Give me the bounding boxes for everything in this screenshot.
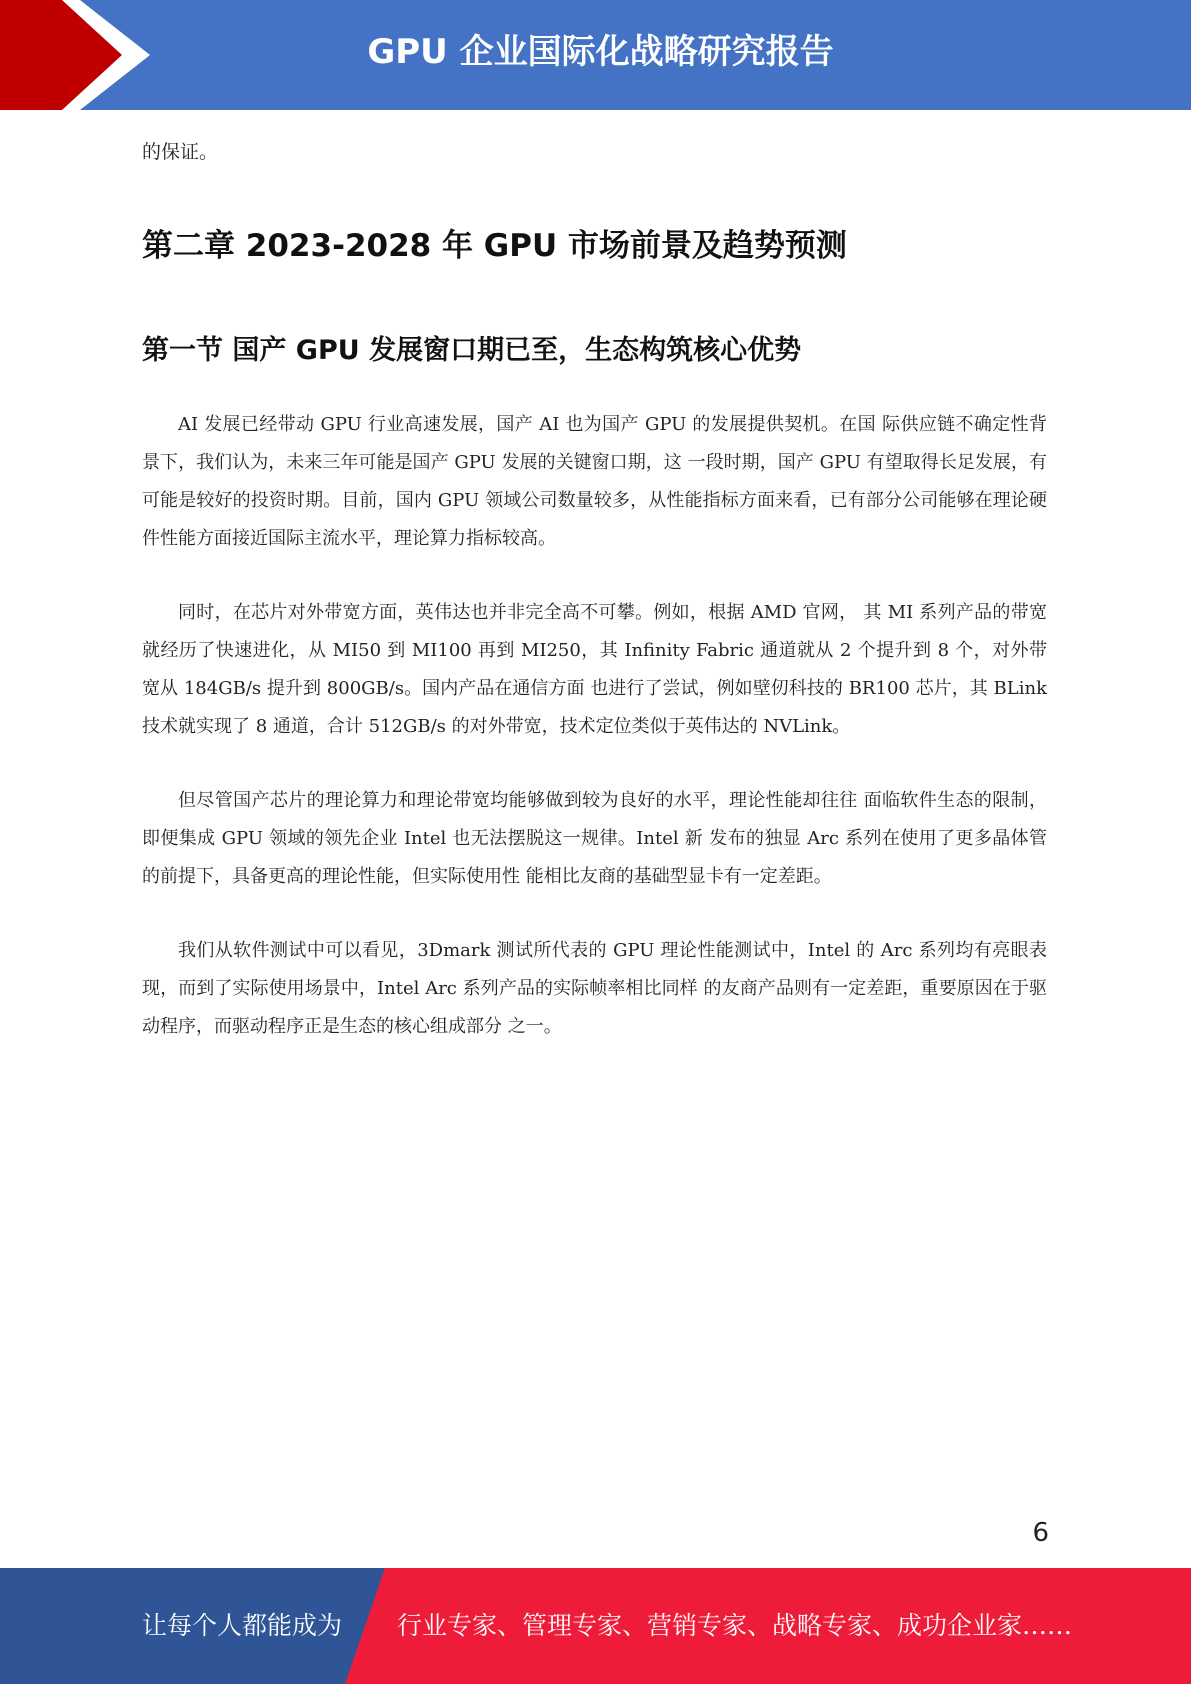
section-title: 第一节 国产 GPU 发展窗口期已至，生态构筑核心优势 bbox=[142, 335, 802, 366]
page-content bbox=[142, 130, 1047, 1046]
lead-text: 的保证。 bbox=[142, 141, 219, 163]
page-header bbox=[0, 0, 1191, 110]
page-number: 6 bbox=[1032, 1518, 1049, 1548]
body-paragraph-2: 同时，在芯片对外带宽方面，英伟达也并非完全高不可攀。例如，根据 AMD 官网， 其 MI 系列产品的带宽就经历了快速进化，从 MI50 到 MI100 再到 MI250，其 Infinity Fabric 通道就从 2 个提升到 8 个，对外带宽从 184GB/s 提升到 800GB/s。国内产品在通信方面 也进行了尝试，例如壁仞科技的 BR100 芯片，其 BLink 技术就实现了 8 通道，合计 512GB/s 的对外带宽，技术定位类似于英伟达的 NVLink。 bbox=[142, 602, 1047, 737]
footer-slogan-right: 行业专家、管理专家、营销专家、战略专家、成功企业家…… bbox=[397, 1611, 1073, 1640]
body-paragraph-3: 但尽管国产芯片的理论算力和理论带宽均能够做到较为良好的水平，理论性能却往往 面临软件生态的限制，即便集成 GPU 领域的领先企业 Intel 也无法摆脱这一规律。Intel 新 发布的独显 Arc 系列在使用了更多晶体管的前提下，具备更高的理论性能，但实际使用性 能相比友商的基础型显卡有一定差距。 bbox=[142, 790, 1047, 887]
body-paragraph-4: 我们从软件测试中可以看见，3Dmark 测试所代表的 GPU 理论性能测试中，Intel 的 Arc 系列均有亮眼表现，而到了实际使用场景中，Intel Arc 系列产品的实际帧率相比同样 的友商产品则有一定差距，重要原因在于驱动程序，而驱动程序正是生态的核心组成部分 之一。 bbox=[142, 940, 1047, 1037]
page-footer bbox=[0, 1568, 1191, 1684]
report-title: GPU 企业国际化战略研究报告 bbox=[367, 32, 834, 72]
footer-slogan-left: 让每个人都能成为 bbox=[142, 1611, 343, 1640]
chapter-title: 第二章 2023-2028 年 GPU 市场前景及趋势预测 bbox=[142, 228, 847, 264]
body-paragraph-1: AI 发展已经带动 GPU 行业高速发展，国产 AI 也为国产 GPU 的发展提供契机。在国 际供应链不确定性背景下，我们认为，未来三年可能是国产 GPU 发展的关键窗口期，这 一段时期，国产 GPU 有望取得长足发展，有可能是较好的投资时期。目前，国内 GPU 领域公司数量较多，从性能指标方面来看，已有部分公司能够在理论硬 件性能方面接近国际主流水平，理论算力指标较高。 bbox=[142, 414, 1047, 549]
